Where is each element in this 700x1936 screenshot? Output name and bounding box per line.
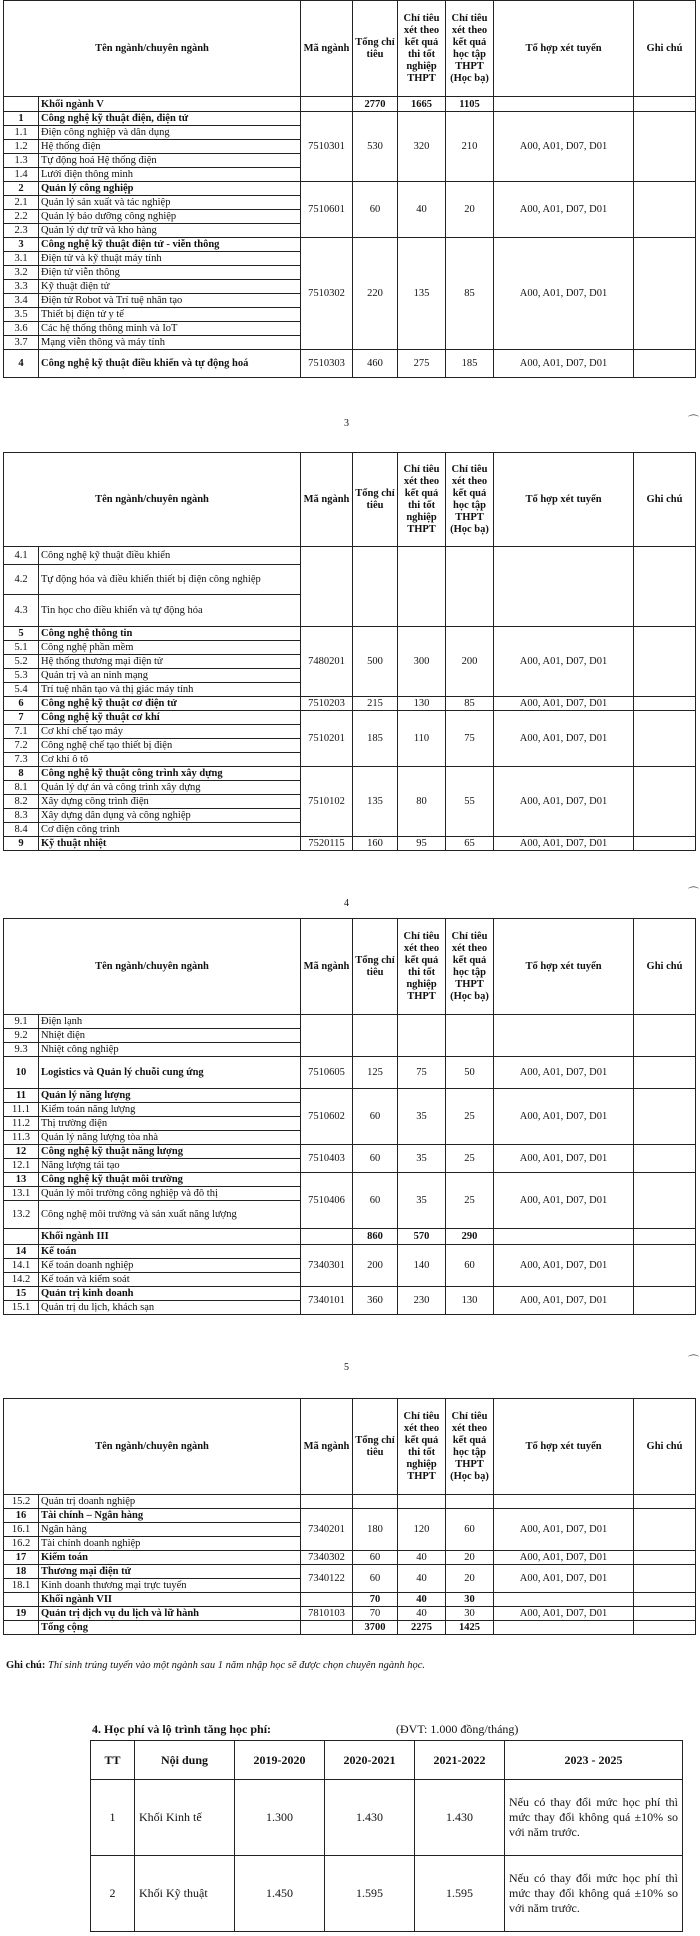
corner-mark-icon: ⌒ <box>688 415 699 427</box>
program-code: 7510302 <box>301 238 353 350</box>
table-row: 18 Thương mại điện tử 7340122 60 40 20 A00, A01, D07, D01 <box>4 1565 696 1579</box>
fee-unit: (ĐVT: 1.000 đồng/tháng) <box>396 1722 519 1736</box>
table-row: 5.1 Công nghệ phần mềm <box>4 641 696 655</box>
table-row: 5 Công nghệ thông tin 7480201 500 300 200 A00, A01, D07, D01 <box>4 627 696 641</box>
table-row: 1.2 Hệ thống điện <box>4 140 696 154</box>
program-code: 7510201 <box>301 711 353 767</box>
table-row: 2.1 Quản lý sản xuất và tác nghiệp <box>4 196 696 210</box>
table-row: 4.3 Tin học cho điều khiển và tự động hóa <box>4 595 696 627</box>
fee-row: 2 Khối Kỹ thuật 1.450 1.595 1.595 Nếu có thay đổi mức học phí thì mức thay đổi không quá ±10% so với năm trước. <box>91 1856 683 1932</box>
admission-table <box>3 0 696 378</box>
table-row: 11.1 Kiểm toán năng lượng <box>4 1103 696 1117</box>
table-row: 1.4 Lưới điện thông minh <box>4 168 696 182</box>
table-row: 15.2 Quản trị doanh nghiệp <box>4 1495 696 1509</box>
table-row: 3.4 Điện tử Robot và Trí tuệ nhân tạo <box>4 294 696 308</box>
admission-table <box>3 452 696 851</box>
page-number: 5 <box>344 1362 349 1373</box>
page-number: 4 <box>344 898 349 909</box>
admission-table <box>3 1398 696 1635</box>
table-row: 8.4 Cơ điện công trình <box>4 823 696 837</box>
table-row: 2.2 Quản lý bảo dưỡng công nghiệp <box>4 210 696 224</box>
block-row: Khối ngành III 860 570 290 <box>4 1229 696 1245</box>
table-row: 14.1 Kế toán doanh nghiệp <box>4 1259 696 1273</box>
table-row: 9 Kỹ thuật nhiệt 7520115 160 95 65 A00, A01, D07, D01 <box>4 837 696 851</box>
admission-table-page-1 <box>3 0 695 378</box>
fee-table <box>90 1740 683 1932</box>
header-combo: Tổ hợp xét tuyển <box>494 1 634 97</box>
table-row: 4 Công nghệ kỹ thuật điều khiển và tự động hoá 7510303 460 275 185 A00, A01, D07, D01 <box>4 350 696 378</box>
corner-mark-icon: ⌒ <box>688 1355 699 1367</box>
block-name: Khối ngành V <box>39 97 301 112</box>
table-header <box>4 1 696 97</box>
table-row: 11 Quản lý năng lượng 7510602 60 35 25 A00, A01, D07, D01 <box>4 1089 696 1103</box>
table-row: 13.1 Quản lý môi trường công nghiệp và đô thị <box>4 1187 696 1201</box>
block-row: Khối ngành V 2770 1665 1105 <box>4 97 696 112</box>
table-row: 8.1 Quản lý dự án và công trình xây dựng <box>4 781 696 795</box>
program-code: 7510102 <box>301 767 353 837</box>
table-row: 3.6 Các hệ thống thông minh và IoT <box>4 322 696 336</box>
header-name: Tên ngành/chuyên ngành <box>4 1 301 97</box>
header-code: Mã ngành <box>301 1 353 97</box>
table-row: 12 Công nghệ kỹ thuật năng lượng 7510403 60 35 25 A00, A01, D07, D01 <box>4 1145 696 1159</box>
table-row: 9.1 Điện lạnh <box>4 1015 696 1029</box>
footnote <box>6 1660 425 1671</box>
table-row: 11.3 Quản lý năng lượng tòa nhà <box>4 1131 696 1145</box>
table-row: 3.7 Mạng viễn thông và máy tính <box>4 336 696 350</box>
table-header: Tên ngành/chuyên ngành Mã ngành Tổng chỉ tiêu Chỉ tiêu xét theo kết quả thi tốt nghiệp THPT Chỉ tiêu xét theo kết quả học tập THPT (Học bạ) Tổ hợp xét tuyển Ghi chú <box>4 1399 696 1495</box>
table-header: Tên ngành/chuyên ngành Mã ngành Tổng chỉ tiêu Chỉ tiêu xét theo kết quả thi tốt nghiệp THPT Chỉ tiêu xét theo kết quả học tập THPT (Học bạ) Tổ hợp xét tuyển Ghi chú <box>4 453 696 547</box>
table-row: 9.3 Nhiệt công nghiệp <box>4 1043 696 1057</box>
total-row: Tổng cộng 3700 2275 1425 <box>4 1621 696 1635</box>
table-row: 5.2 Hệ thống thương mại điện tử <box>4 655 696 669</box>
admission-table-page-2 <box>3 452 695 851</box>
table-row: 16.2 Tài chính doanh nghiệp <box>4 1537 696 1551</box>
program-code: 7510301 <box>301 112 353 182</box>
admission-table-page-3 <box>3 918 695 1315</box>
table-row: 8 Công nghệ kỹ thuật công trình xây dựng 7510102 135 80 55 A00, A01, D07, D01 <box>4 767 696 781</box>
table-row: 3 Công nghệ kỹ thuật điện tử - viễn thông 7510302 220 135 85 A00, A01, D07, D01 <box>4 238 696 252</box>
table-row: 1.1 Điện công nghiệp và dân dụng <box>4 126 696 140</box>
table-row: 1.3 Tự động hoá Hệ thống điện <box>4 154 696 168</box>
program-code: 7340122 <box>301 1565 353 1593</box>
table-row: 3.1 Điện tử và kỹ thuật máy tính <box>4 252 696 266</box>
program-code: 7510406 <box>301 1173 353 1229</box>
corner-mark-icon: ⌒ <box>688 887 699 899</box>
table-row: 15 Quản trị kinh doanh 7340101 360 230 130 A00, A01, D07, D01 <box>4 1287 696 1301</box>
table-row: 8.2 Xây dựng công trình điện <box>4 795 696 809</box>
footnote-text: Thí sinh trúng tuyển vào một ngành sau 1 năm nhập học sẽ được chọn chuyên ngành học. <box>48 1660 426 1671</box>
admission-table-page-4 <box>3 1398 695 1635</box>
fee-header: TT Nội dung 2019-2020 2020-2021 2021-2022 2023 - 2025 <box>91 1741 683 1780</box>
table-row: 2.3 Quản lý dự trữ và kho hàng <box>4 224 696 238</box>
table-row: 17 Kiểm toán 7340302 60 40 20 A00, A01, D07, D01 <box>4 1551 696 1565</box>
table-row: 7.1 Cơ khí chế tạo máy <box>4 725 696 739</box>
block-row: Khối ngành VII 70 40 30 <box>4 1593 696 1607</box>
table-row: 3.2 Điện tử viễn thông <box>4 266 696 280</box>
fee-row: 1 Khối Kinh tế 1.300 1.430 1.430 Nếu có thay đổi mức học phí thì mức thay đổi không quá ±10% so với năm trước. <box>91 1780 683 1856</box>
footnote-label: Ghi chú: <box>6 1660 46 1671</box>
total-label: Tổng cộng <box>39 1621 301 1635</box>
table-row: 3.5 Thiết bị điện tử y tế <box>4 308 696 322</box>
header-quota-record: Chỉ tiêu xét theo kết quả học tập THPT (Học bạ) <box>446 1 494 97</box>
table-row: 10 Logistics và Quản lý chuỗi cung ứng 7510605 125 75 50 A00, A01, D07, D01 <box>4 1057 696 1089</box>
program-code: 7340201 <box>301 1509 353 1551</box>
table-row: 3.3 Kỹ thuật điện tử <box>4 280 696 294</box>
header-total: Tổng chỉ tiêu <box>353 1 398 97</box>
program-code: 7340301 <box>301 1245 353 1287</box>
table-row: 7.3 Cơ khí ô tô <box>4 753 696 767</box>
program-code: 7480201 <box>301 627 353 697</box>
page-number: 3 <box>344 418 349 429</box>
table-row: 11.2 Thị trường điện <box>4 1117 696 1131</box>
program-code: 7510403 <box>301 1145 353 1173</box>
table-row: 14 Kế toán 7340301 200 140 60 A00, A01, D07, D01 <box>4 1245 696 1259</box>
table-row: 9.2 Nhiệt điện <box>4 1029 696 1043</box>
admission-table <box>3 918 696 1315</box>
table-row: 6 Công nghệ kỹ thuật cơ điện tử 7510203 215 130 85 A00, A01, D07, D01 <box>4 697 696 711</box>
table-row: 5.3 Quản trị và an ninh mạng <box>4 669 696 683</box>
table-row: 2 Quản lý công nghiệp 7510601 60 40 20 A00, A01, D07, D01 <box>4 182 696 196</box>
program-code: 7510602 <box>301 1089 353 1145</box>
table-header: Tên ngành/chuyên ngành Mã ngành Tổng chỉ tiêu Chỉ tiêu xét theo kết quả thi tốt nghiệp THPT Chỉ tiêu xét theo kết quả học tập THPT (Học bạ) Tổ hợp xét tuyển Ghi chú <box>4 919 696 1015</box>
table-row: 12.1 Năng lượng tái tạo <box>4 1159 696 1173</box>
table-row: 16.1 Ngân hàng <box>4 1523 696 1537</box>
table-row: 14.2 Kế toán và kiểm soát <box>4 1273 696 1287</box>
program-code: 7340101 <box>301 1287 353 1315</box>
program-code: 7510601 <box>301 182 353 238</box>
table-row: 7 Công nghệ kỹ thuật cơ khí 7510201 185 110 75 A00, A01, D07, D01 <box>4 711 696 725</box>
fee-section-title: 4. Học phí và lộ trình tăng học phí: <box>92 1722 272 1736</box>
table-row: 1 Công nghệ kỹ thuật điện, điện tử 7510301 530 320 210 A00, A01, D07, D01 <box>4 112 696 126</box>
header-note: Ghi chú <box>634 1 696 97</box>
table-row: 19 Quản trị dịch vụ du lịch và lữ hành 7810103 70 40 30 A00, A01, D07, D01 <box>4 1607 696 1621</box>
table-row: 4.1 Công nghệ kỹ thuật điều khiển <box>4 547 696 565</box>
table-row: 13 Công nghệ kỹ thuật môi trường 7510406 60 35 25 A00, A01, D07, D01 <box>4 1173 696 1187</box>
table-row: 7.2 Công nghệ chế tạo thiết bị điện <box>4 739 696 753</box>
table-row: 8.3 Xây dựng dân dụng và công nghiệp <box>4 809 696 823</box>
block-name: Khối ngành VII <box>39 1593 301 1607</box>
table-row: 4.2 Tự động hóa và điều khiển thiết bị điện công nghiệp <box>4 565 696 595</box>
table-row: 15.1 Quản trị du lịch, khách sạn <box>4 1301 696 1315</box>
table-row: 13.2 Công nghệ môi trường và sản xuất năng lượng <box>4 1201 696 1229</box>
header-quota-exam: Chỉ tiêu xét theo kết quả thi tốt nghiệp THPT <box>398 1 446 97</box>
table-row: 18.1 Kinh doanh thương mại trực tuyến <box>4 1579 696 1593</box>
table-row: 16 Tài chính – Ngân hàng 7340201 180 120 60 A00, A01, D07, D01 <box>4 1509 696 1523</box>
block-name: Khối ngành III <box>39 1229 301 1245</box>
table-row: 5.4 Trí tuệ nhân tạo và thị giác máy tính <box>4 683 696 697</box>
